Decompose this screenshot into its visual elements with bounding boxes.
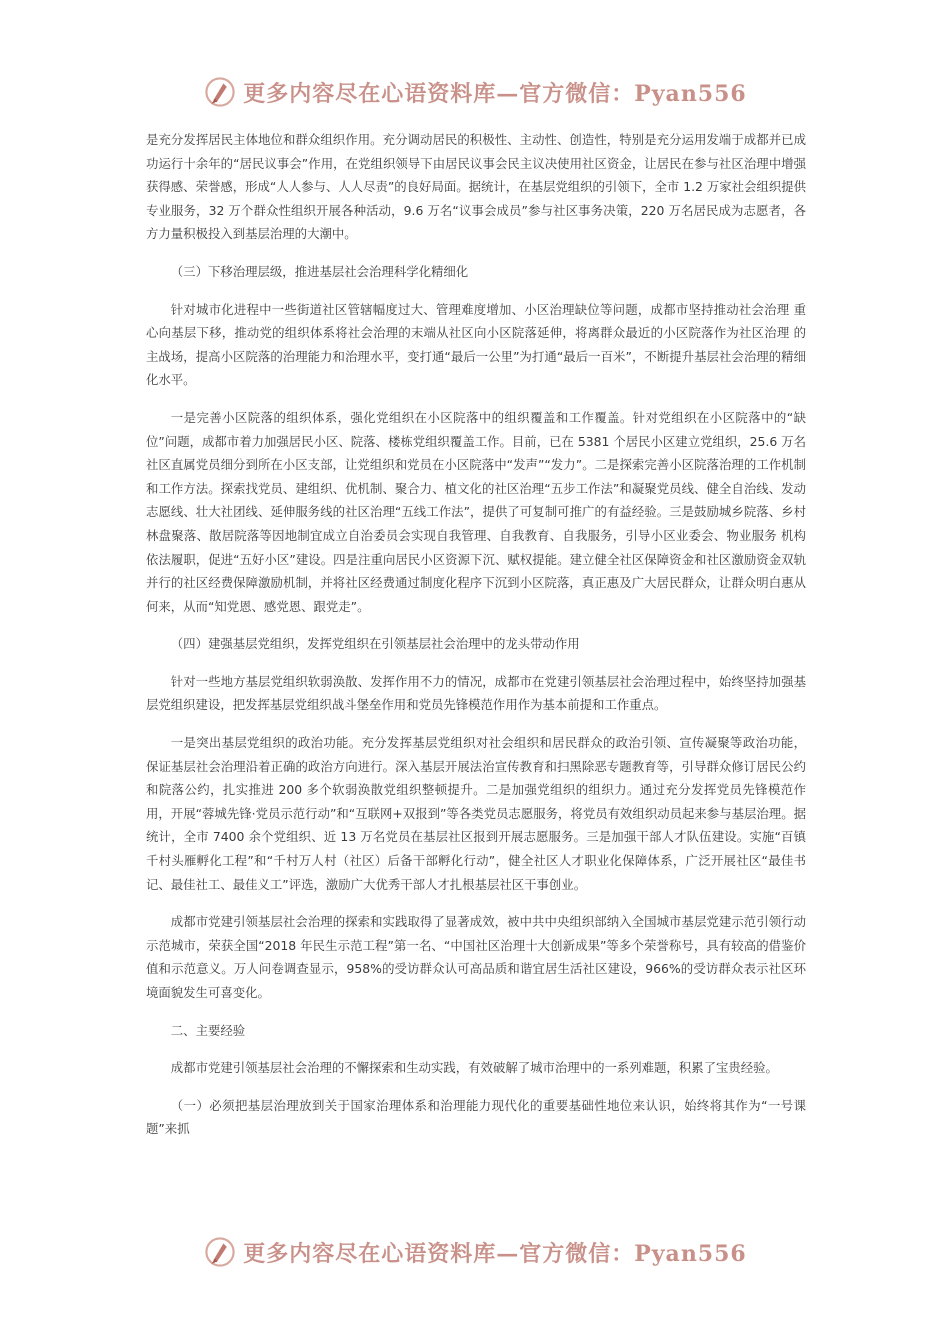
paragraph: 一是突出基层党组织的政治功能。充分发挥基层党组织对社会组织和居民群众的政治引领、宣传凝聚等政治功能， 保证基层社会治理沿着正确的政治方向进行。深入基层开展法治宣传教育和扫黑除恶专题教育等，引导群众修订居民公约和院落公约，扎实推进 200 多个软弱涣散党组织整顿提升。二是加强党组织的组织力。通过充分发挥党员先锋模范作用，开展“蓉城先锋·党员示范行动”和“互联网+双报到”等各类党员志愿服务，将党员有效组织动员起来参与基层治理。据统计，全市 7400 余个党组织、近 13 万名党员在基层社区报到开展志愿服务。三是加强干部人才队伍建设。实施“百镇千村头雁孵化工程”和“千村万人村（社区）后备干部孵化行动”，健全社区人才职业化保障体系，广泛开展社区“最佳书记、最佳社工、最佳义工”评选，激励广大优秀干部人才扎根基层社区干事创业。 [146, 735, 806, 892]
pen-nib-logo-icon [203, 1235, 237, 1269]
footer-watermark-banner [0, 1232, 950, 1272]
paragraph: 一是完善小区院落的组织体系，强化党组织在小区院落中的组织覆盖和工作覆盖。针对党组织在小区院落中的“缺位”问题，成都市着力加强居民小区、院落、楼栋党组织覆盖工作。目前，已在 5381 个居民小区建立党组织，25.6 万名社区直属党员细分到所在小区支部，让党组织和党员在小区院落中“发声”“发力”。二是探索完善小区院落治理的工作机制和工作方法。探索找党员、建组织、优机制、聚合力、植文化的社区治理“五步工作法”和凝聚党员线、健全自治线、发动志愿线、壮大社团线、延伸服务线的社区治理“五线工作法”，提供了可复制可推广的有益经验。三是鼓励城乡院落、乡村林盘聚落、散居院落等因地制宜成立自治委员会实现自我管理、自我教育、自我服务，引导小区业委会、物业服务 机构依法履职，促进“五好小区”建设。四是注重向居民小区资源下沉、赋权提能。建立健全社区保障资金和社区激励资金双轨并行的社区经费保障激励机制，并将社区经费通过制度化程序下沉到小区院落，真正惠及广大居民群众，让群众明白惠从何来，从而“知党恩、感党恩、跟党走”。 [146, 409, 806, 614]
header-watermark-banner [0, 72, 950, 112]
paragraph: 针对城市化进程中一些街道社区管辖幅度过大、管理难度增加、小区治理缺位等问题，成都市坚持推动社会治理 重心向基层下移，推动党的组织体系将社会治理的末端从社区向小区院落延伸，将离群众最近的小区院落作为社区治理 的主战场，提高小区院落的治理能力和治理水平，变打通“最后一公里”为打通“最后一百米”，不断提升基层社会治理的精细化水平。 [146, 301, 806, 388]
paragraph: （一）必须把基层治理放到关于国家治理体系和治理能力现代化的重要基础性地位来认识，始终将其作为“一号课题”来抓 [146, 1097, 806, 1137]
section-heading: 二、主要经验 [170, 1022, 246, 1038]
watermark-text: 更多内容尽在心语资料库—官方微信：Pyan556 [243, 1240, 747, 1267]
watermark-text: 更多内容尽在心语资料库—官方微信：Pyan556 [243, 80, 747, 107]
paragraph: 针对一些地方基层党组织软弱涣散、发挥作用不力的情况，成都市在党建引领基层社会治理过程中，始终坚持加强基层党组织建设，把发挥基层党组织战斗堡垒作用和党员先锋模范作用作为基本前提和工作重点。 [146, 673, 806, 713]
document-body [146, 128, 806, 1155]
section-heading: （三）下移治理层级，推进基层社会治理科学化精细化 [170, 263, 469, 279]
paragraph: 成都市党建引领基层社会治理的探索和实践取得了显著成效，被中共中央组织部纳入全国城市基层党建示范引领行动示范城市，荣获全国“2018 年民生示范工程”第一名、“中国社区治理十大创新成果”等多个荣誉称号，具有较高的借鉴价值和示范意义。万人问卷调查显示，958%的受访群众认可高品质和谐宜居生活社区建设，966%的受访群众表示社区环境面貌发生可喜变化。 [146, 914, 806, 1000]
section-heading: （四）建强基层党组织，发挥党组织在引领基层社会治理中的龙头带动作用 [170, 636, 580, 652]
pen-nib-logo-icon [203, 75, 237, 109]
paragraph: 是充分发挥居民主体地位和群众组织作用。充分调动居民的积极性、主动性、创造性，特别是充分运用发端于成都并已成功运行十余年的“居民议事会”作用，在党组织领导下由居民议事会民主议决使用社区资金，让居民在参与社区治理中增强获得感、荣誉感，形成“人人参与、人人尽责”的良好局面。据统计，在基层党组织的引领下，全市 1.2 万家社会组织提供专业服务，32 万个群众性组织开展各种活动，9.6 万名“议事会成员”参与社区事务决策，220 万名居民成为志愿者，各方力量积极投入到基层治理的大潮中。 [146, 132, 806, 242]
paragraph: 成都市党建引领基层社会治理的不懈探索和生动实践，有效破解了城市治理中的一系列难题，积累了宝贵经验。 [170, 1060, 778, 1076]
